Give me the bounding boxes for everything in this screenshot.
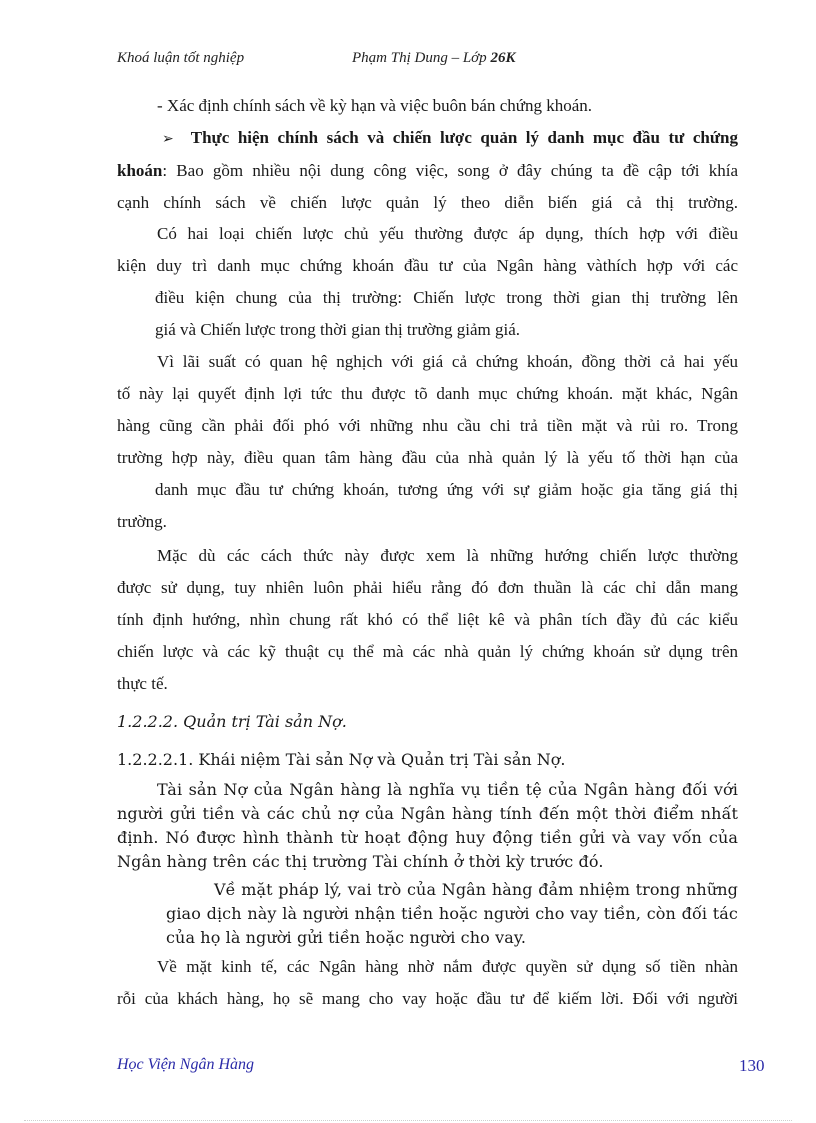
text-line: Về mặt kinh tế, các Ngân hàng nhờ nắm được quyền sử dụng số tiền nhàn (157, 957, 738, 976)
page-number: 130 (739, 1056, 765, 1075)
header-thesis-label: Khoá luận tốt nghiệp (117, 50, 245, 66)
footer-institution: Học Viện Ngân Hàng (117, 1056, 255, 1073)
text-line: tố này lại quyết định lợi tức thu được tõ danh mục chứng khoán. mặt khác, Ngân (117, 384, 738, 403)
text-line (117, 122, 738, 155)
text-line: định. Nó được hình thành từ hoạt động huy động tiền gửi và vay vốn của (117, 828, 738, 847)
text-line: danh mục đầu tư chứng khoán, tương ứng với sự giảm hoặc gia tăng giá thị (155, 480, 738, 499)
text-line: hàng cũng cần phải đối phó với những nhu cầu chi trả tiền mặt và rủi ro. Trong (117, 416, 738, 435)
paragraph-5 (117, 540, 738, 700)
text-line: Về mặt pháp lý, vai trò của Ngân hàng đảm nhiệm trong những (214, 880, 738, 899)
page-edge-divider (24, 1120, 792, 1121)
paragraph-4 (117, 346, 738, 538)
text-line: được sử dụng, tuy nhiên luôn phải hiểu rằng đó đơn thuần là các chỉ dẫn mang (117, 578, 738, 597)
text-line: - Xác định chính sách về kỳ hạn và việc buôn bán chứng khoán. (157, 96, 593, 115)
paragraph-6 (117, 778, 738, 874)
bold-heading: Thực hiện chính sách và chiến lược quản lý danh mục đầu tư chứng (190, 128, 738, 147)
text-line: thực tế. (117, 674, 168, 693)
text-line: trường. (117, 512, 167, 531)
text-line: Ngân hàng trên các thị trường Tài chính ở thời kỳ trước đó. (117, 852, 604, 871)
paragraph-2 (117, 122, 738, 219)
text-line: giao dịch này là người nhận tiền hoặc người cho vay tiền, còn đối tác (166, 904, 738, 923)
text-line: tính định hướng, nhìn chung rất khó có thể liệt kê và phân tích đầy đủ các kiểu (117, 610, 738, 629)
header-author (352, 50, 515, 67)
bold-heading-cont: khoán (117, 161, 163, 180)
text-run: : Bao gồm nhiều nội dung công việc, song ở đây chúng ta đề cập tới khía (162, 161, 738, 180)
paragraph-7 (166, 878, 738, 950)
paragraph-1 (117, 90, 738, 122)
heading-text: 1.2.2.2. Quản trị Tài sản Nợ. (117, 712, 347, 731)
arrow-bullet-icon: ➢ (162, 131, 174, 147)
text-line: cạnh chính sách về chiến lược quản lý theo diễn biến giá cả thị trường. (117, 193, 738, 212)
heading-text: 1.2.2.2.1. Khái niệm Tài sản Nợ và Quản trị Tài sản Nợ. (117, 750, 566, 769)
section-heading-2 (117, 744, 738, 776)
section-heading-1 (117, 706, 738, 738)
text-line: chiến lược và các kỹ thuật cụ thể mà các nhà quản lý chứng khoán sử dụng trên (117, 642, 738, 661)
text-line: Vì lãi suất có quan hệ nghịch với giá cả chứng khoán, đồng thời cả hai yếu (157, 352, 738, 371)
text-line: Có hai loại chiến lược chủ yếu thường được áp dụng, thích hợp với điều (157, 224, 738, 243)
text-line (117, 155, 738, 187)
text-line: rỗi của khách hàng, họ sẽ mang cho vay hoặc đầu tư để kiếm lời. Đối với người (117, 989, 738, 1008)
text-line: trường hợp này, điều quan tâm hàng đầu của nhà quản lý là yếu tố thời hạn của (117, 448, 738, 467)
header-author-name: Phạm Thị Dung – Lớp (352, 50, 491, 66)
text-line: Tài sản Nợ của Ngân hàng là nghĩa vụ tiền tệ của Ngân hàng đối với (157, 780, 738, 799)
text-line: điều kiện chung của thị trường: Chiến lược trong thời gian thị trường lên (155, 288, 738, 307)
paragraph-3 (117, 218, 738, 346)
header-author-class: 26K (490, 50, 516, 66)
text-line: người gửi tiền và các chủ nợ của Ngân hàng tính đến một thời điểm nhất (117, 804, 738, 823)
paragraph-8 (117, 951, 738, 1015)
text-line: của họ là người gửi tiền hoặc người cho vay. (166, 928, 527, 947)
text-line: giá và Chiến lược trong thời gian thị trường giảm giá. (155, 320, 521, 339)
text-line: Mặc dù các cách thức này được xem là những hướng chiến lược thường (157, 546, 738, 565)
text-line: kiện duy trì danh mục chứng khoán đầu tư của Ngân hàng vàthích hợp với các (117, 256, 738, 275)
